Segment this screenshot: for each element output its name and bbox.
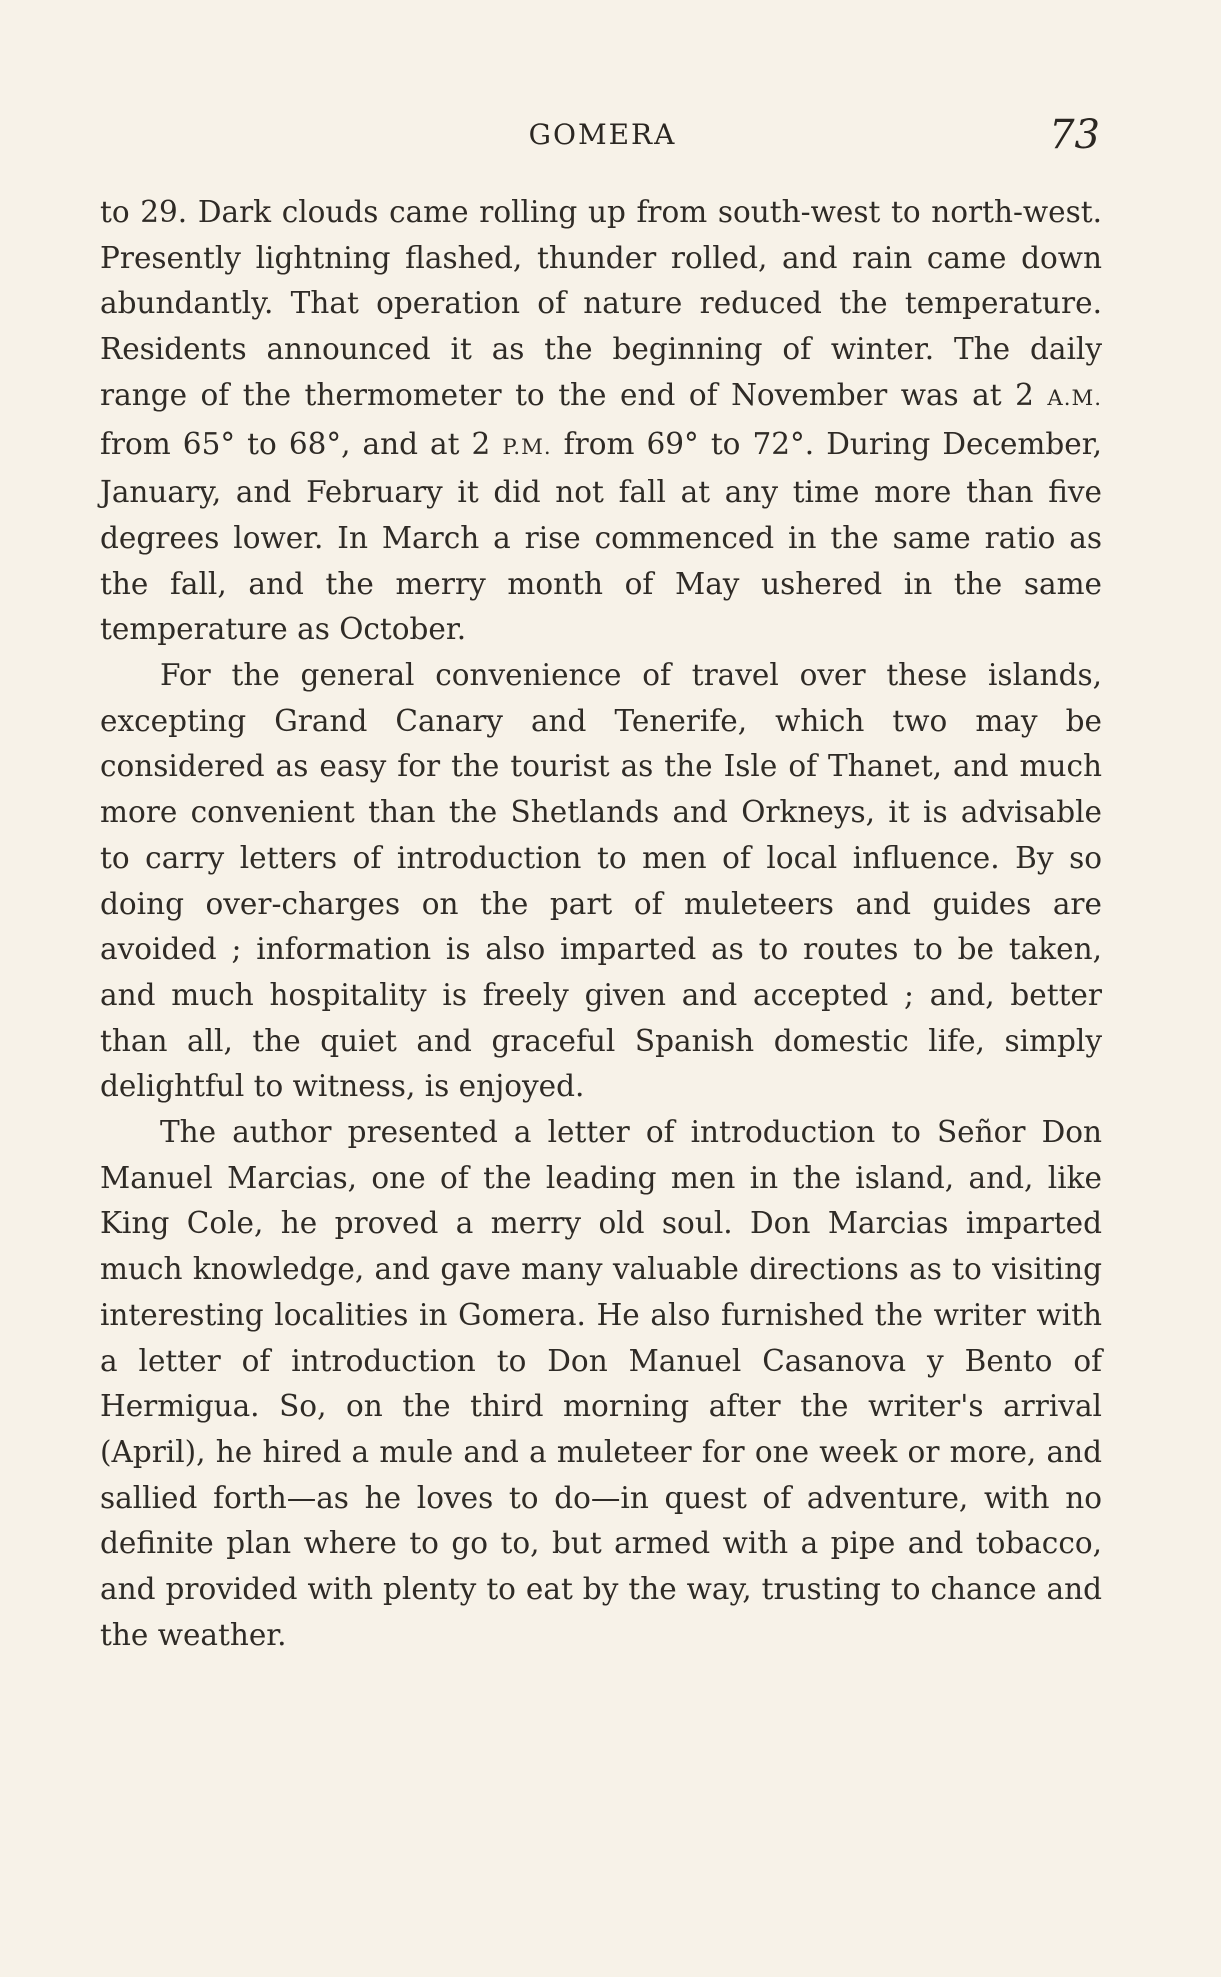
- paragraph-1-text-3: from 69° to 72°. During December, January, and February it did not fall at any time more than five degrees lower. In March a rise commenced in the same ratio as the fall, and the merry month of May ushered in the same temperature as October.: [100, 426, 1102, 647]
- paragraph-1-text-1: to 29. Dark clouds came rolling up from south-west to north-west. Presently lightning flashed, thunder rolled, and rain came down abundantly. That operation of nature reduced the temperature. Residents announced it as the beginning of winter. The daily range of the thermometer to the end of November was at 2: [100, 195, 1102, 412]
- pm-abbreviation: P.M.: [502, 434, 552, 460]
- am-abbreviation: A.M.: [1047, 385, 1102, 411]
- page-number: 73: [1049, 112, 1100, 158]
- paragraph-1: [100, 190, 1102, 653]
- paragraph-1-text-2: from 65° to 68°, and at 2: [100, 426, 503, 461]
- running-title: GOMERA: [528, 118, 677, 151]
- paragraph-2: For the general convenience of travel over these islands, excepting Grand Canary and Tenerife, which two may be considered as easy for the tourist as the Isle of Thanet, and much more convenient than the Shetlands and Orkneys, it is advisable to carry letters of introduction to men of local influence. By so doing over-charges on the part of muleteers and guides are avoided ; information is also imparted as to routes to be taken, and much hospitality is freely given and accepted ; and, better than all, the quiet and graceful Spanish domestic life, simply delightful to witness, is enjoyed.: [100, 658, 1102, 1104]
- paragraph-3: The author presented a letter of introduction to Señor Don Manuel Marcias, one of the leading men in the island, and, like King Cole, he proved a merry old soul. Don Marcias imparted much knowledge, and gave many valuable directions as to visiting interesting localities in Gomera. He also furnished the writer with a letter of introduction to Don Manuel Casanova y Bento of Hermigua. So, on the third morning after the writer's arrival (April), he hired a mule and a muleteer for one week or more, and sallied forth—as he loves to do—in quest of adventure, with no definite plan where to go to, but armed with a pipe and tobacco, and provided with plenty to eat by the way, trusting to chance and the weather.: [100, 1115, 1102, 1652]
- body-text: [100, 190, 1102, 1659]
- running-head: [0, 112, 1221, 162]
